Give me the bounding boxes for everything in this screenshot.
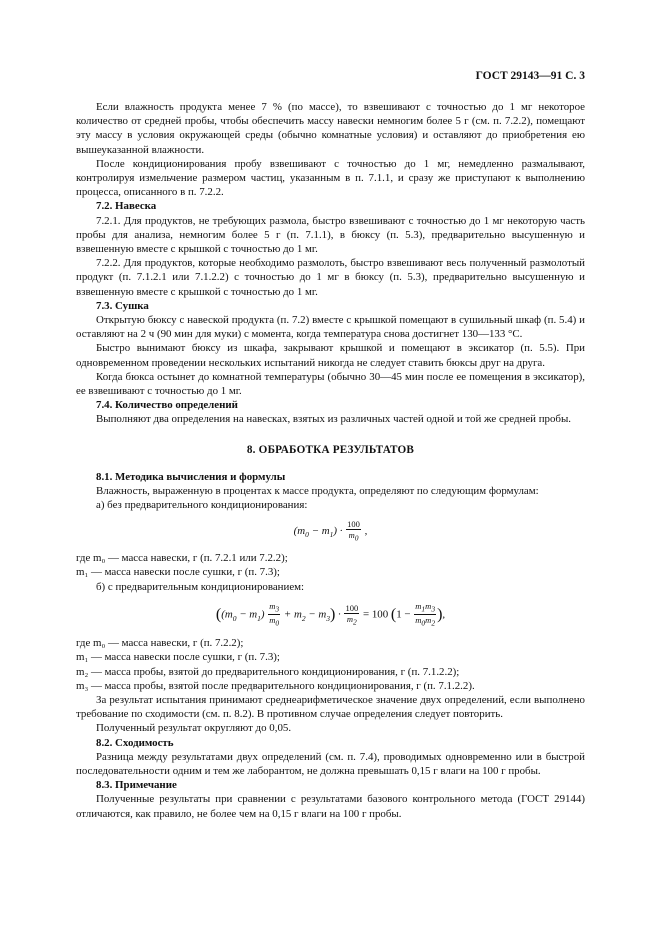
- subsection-heading-8-2: 8.2. Сходимость: [96, 736, 174, 749]
- definition: где m₀ — масса навески, г (п. 7.2.2);: [76, 637, 244, 650]
- definition: где m₀ — масса навески, г (п. 7.2.1 или 7.2.2);: [76, 552, 288, 565]
- case-a-label: а) без предварительного кондиционирования:: [96, 499, 308, 512]
- definition: m₂ — масса пробы, взятой до предварительного кондиционирования, г (п. 7.1.2.2);: [76, 665, 460, 678]
- paragraph: Если влажность продукта менее 7 % (по массе), то взвешивают с точностью до 1 мг некоторое количество от средней пробы, чтобы обеспечить массу навески немногим более 5 г (см. п. 7.2.2), помещают эту массу в условия окружающей среды (обычно комнатные условия) и оставляют до приобретения ею вышеуказанной влажности.: [76, 101, 585, 156]
- definition: m₁ — масса навески после сушки, г (п. 7.3);: [76, 651, 280, 664]
- subsection-heading-7-3: 7.3. Сушка: [96, 299, 149, 312]
- subsection-heading-8-3: 8.3. Примечание: [96, 779, 177, 792]
- page-header: ГОСТ 29143—91 С. 3: [475, 70, 585, 82]
- paragraph-7-2-1: 7.2.1. Для продуктов, не требующих размола, быстро взвешивают с точностью до 1 мг некоторую часть пробы для анализа, немногим более 5 г (п. 7.1.1), в бюксу (п. 5.3), предварительно высушенную и взвешенную вместе с крышкой с точностью до 1 мг.: [76, 214, 585, 256]
- subsection-heading-7-4: 7.4. Количество определений: [96, 399, 238, 412]
- paragraph: Влажность, выраженную в процентах к массе продукта, определяют по следующим формулам:: [96, 485, 539, 498]
- section-title-8: 8. ОБРАБОТКА РЕЗУЛЬТАТОВ: [246, 443, 415, 456]
- case-b-label: б) с предварительным кондиционированием:: [96, 580, 305, 593]
- paragraph: Открытую бюксу с навеской продукта (п. 7.2) вместе с крышкой помещают в сушильный шкаф (п. 5.4) и оставляют на 2 ч (90 мин для муки) с момента, когда температура снова достигнет 130—133 °С.: [76, 314, 585, 341]
- definition: m₃ — масса пробы, взятой после предварительного кондиционирования, г (п. 7.1.2.2).: [76, 679, 475, 692]
- paragraph: После кондиционирования пробу взвешивают с точностью до 1 мг, немедленно размалывают, контролируя измельчение размером частиц, указанным в п. 7.1.1, и сразу же приступают к выполнению процесса, описанного в п. 7.2.2.: [76, 157, 585, 199]
- formula-a: $(m_0 - m_1)$ · $\frac{100}{m_0}$ ,: [293, 519, 368, 544]
- paragraph: Разница между результатами двух определений (см. п. 7.4), проводимых одновременно или в быстрой последовательности одним и тем же лаборантом, не должна превышать 0,15 г влаги на 100 г пробы.: [76, 750, 585, 777]
- definition: m₁ — масса навески после сушки, г (п. 7.3);: [76, 566, 280, 579]
- paragraph: Полученный результат округляют до 0,05.: [96, 722, 292, 735]
- subsection-heading-8-1: 8.1. Методика вычисления и формулы: [96, 470, 286, 483]
- paragraph: Когда бюкса остынет до комнатной температуры (обычно 30—45 мин после ее помещения в эксикатор), ее взвешивают с точностью до 1 мг.: [76, 370, 585, 398]
- formula-b: ($(m_0 - m_1)$ $\frac{m_3}{m_0}$ + $m_2 - m_3$) · $\frac{100}{m_2}$ = 100 (1 − $\frac{m_1m_3}{m_0m_2}$ ),: [215, 600, 446, 629]
- paragraph: Полученные результаты при сравнении с результатами базового контрольного метода (ГОСТ 29144) отличаются, как правило, не более чем на 0,15 г влаги на 100 г пробы.: [76, 793, 585, 820]
- paragraph: Выполняют два определения на навесках, взятых из различных частей одной и той же средней пробы.: [96, 413, 572, 426]
- document-body: [76, 100, 585, 821]
- paragraph: Быстро вынимают бюксу из шкафа, закрывают крышкой и помещают в эксикатор (п. 5.5). При одновременном проведении нескольких испытаний никогда не следует ставить бюксы друг на друга.: [76, 342, 585, 369]
- paragraph: За результат испытания принимают среднеарифметическое значение двух определений, если выполнено требование по сходимости (см. п. 8.2). В противном случае определения следует повторить.: [76, 693, 585, 721]
- subsection-heading-7-2: 7.2. Навеска: [96, 200, 157, 213]
- paragraph-7-2-2: 7.2.2. Для продуктов, которые необходимо размолоть, быстро взвешивают весь полученный размолотый продукт (п. 7.1.2.1 или 7.1.2.2) с точностью до 1 мг в бюксу (п. 5.3), предварительно высушенную и взвешенную вместе с крышкой с точностью до 1 мг.: [76, 257, 585, 298]
